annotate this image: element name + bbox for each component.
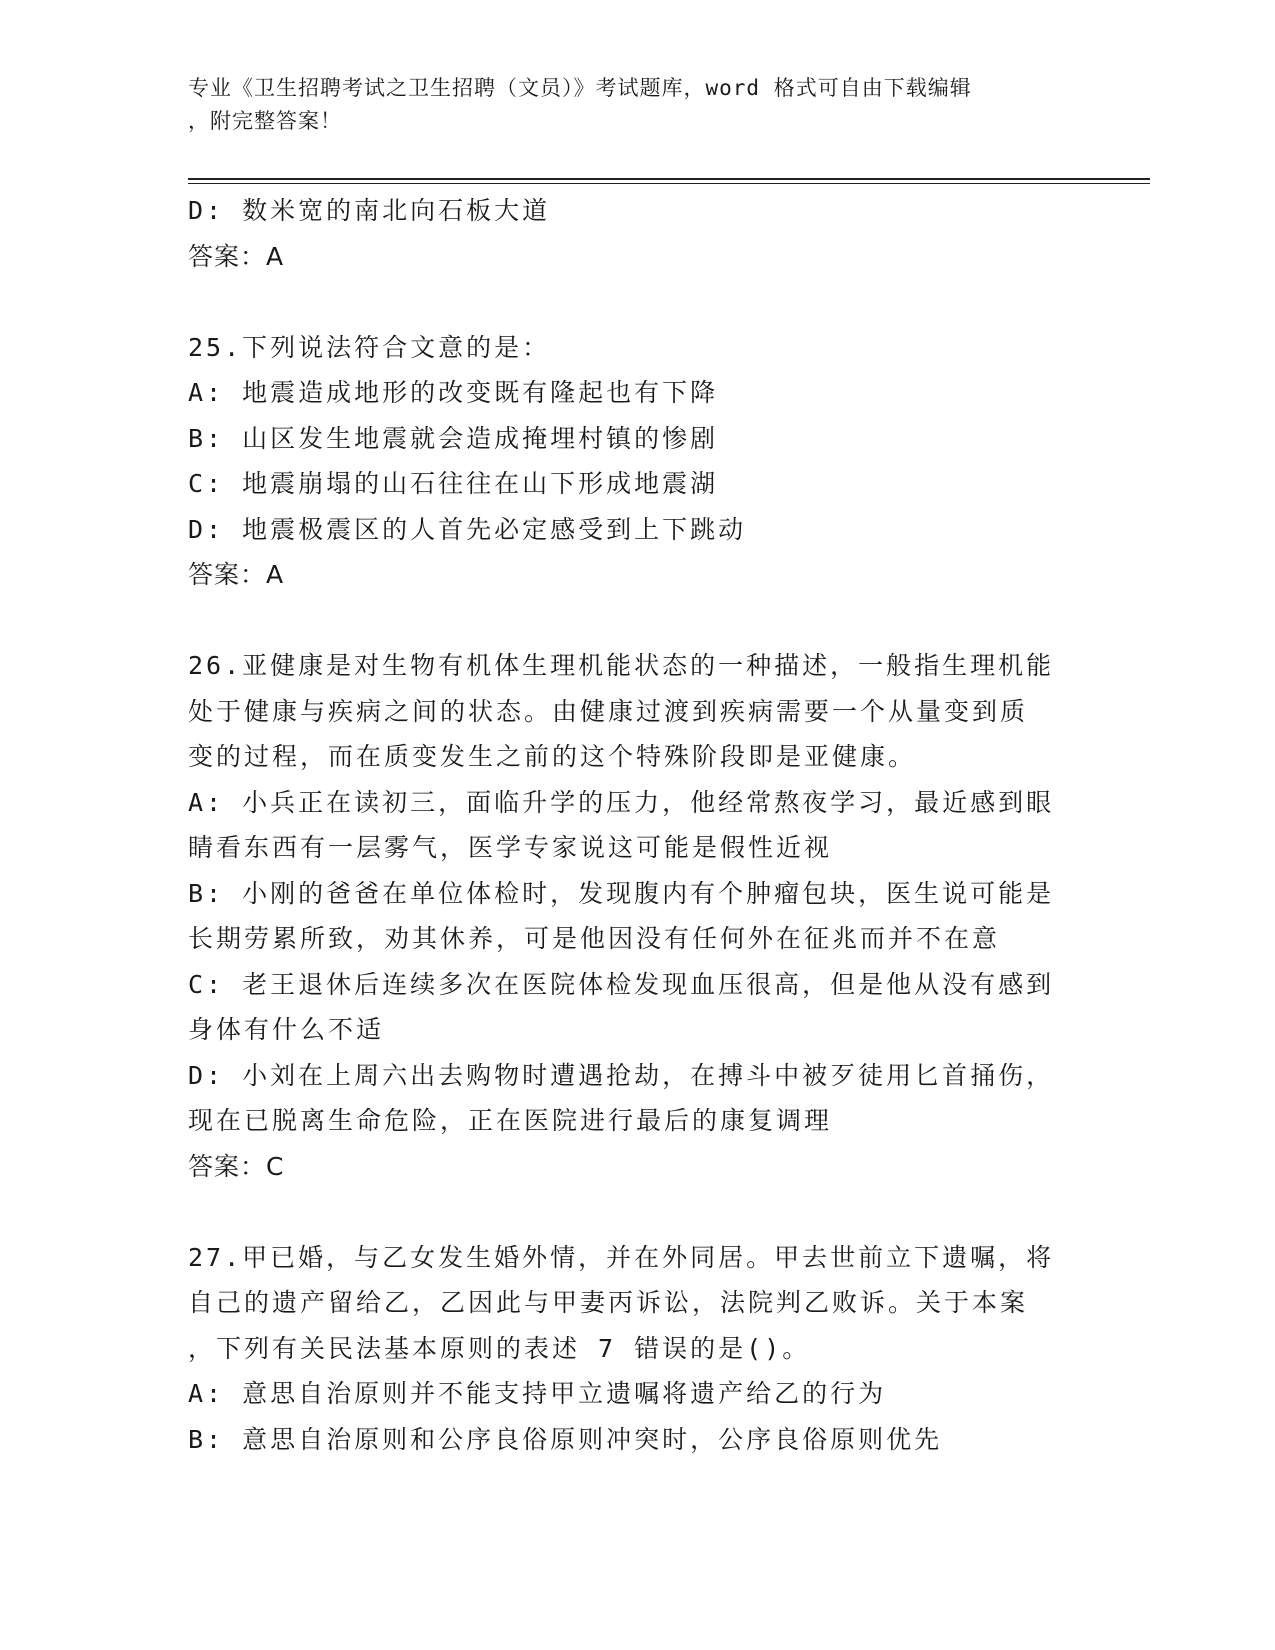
- q26-answer: 答案：C: [188, 1151, 285, 1181]
- q24-option-d: D: 数米宽的南北向石板大道: [188, 196, 551, 225]
- q25-option-a: A: 地震造成地形的改变既有隆起也有下降: [188, 378, 719, 407]
- q26-stem-line: 变的过程，而在质变发生之前的这个特殊阶段即是亚健康。: [188, 742, 917, 771]
- header-line-2: ，附完整答案！: [188, 109, 342, 133]
- header-line-1: 专业《卫生招聘考试之卫生招聘（文员）》考试题库，word 格式可自由下载编辑: [188, 76, 972, 100]
- q26-stem-line: 处于健康与疾病之间的状态。由健康过渡到疾病需要一个从量变到质: [188, 696, 1029, 726]
- question-26: [188, 643, 1088, 1189]
- q26-option-c-cont: 身体有什么不适: [188, 1015, 385, 1044]
- q27-option-a: A: 意思自治原则并不能支持甲立遗嘱将遗产给乙的行为: [188, 1379, 887, 1408]
- q27-stem-line: 27.甲已婚，与乙女发生婚外情，并在外同居。甲去世前立下遗嘱，将: [188, 1242, 1055, 1272]
- q25-option-b: B: 山区发生地震就会造成掩埋村镇的惨剧: [188, 423, 719, 453]
- q24-answer: 答案：A: [188, 241, 285, 271]
- q26-option-a: A: 小兵正在读初三，面临升学的压力，他经常熬夜学习，最近感到眼: [188, 787, 1055, 817]
- document-header: [188, 72, 1088, 138]
- q25-option-d: D: 地震极震区的人首先必定感受到上下跳动: [188, 514, 747, 544]
- header-divider-thick: [188, 178, 1150, 180]
- q27-option-b: B: 意思自治原则和公序良俗原则冲突时，公序良俗原则优先: [188, 1424, 943, 1454]
- q25-stem: 25.下列说法符合文意的是：: [188, 332, 551, 362]
- q26-option-d-cont: 现在已脱离生命危险，正在医院进行最后的康复调理: [188, 1106, 833, 1135]
- q26-option-b: B: 小刚的爸爸在单位体检时，发现腹内有个肿瘤包块，医生说可能是: [188, 878, 1055, 908]
- spacer: [188, 1189, 1088, 1235]
- exam-content: [188, 188, 1088, 1462]
- q25-option-c: C: 地震崩塌的山石往往在山下形成地震湖: [188, 469, 719, 498]
- spacer: [188, 279, 1088, 325]
- header-divider-thin: [188, 183, 1150, 184]
- question-25: [188, 325, 1088, 598]
- q26-option-c: C: 老王退休后连续多次在医院体检发现血压很高，但是他从没有感到: [188, 969, 1055, 999]
- spacer: [188, 598, 1088, 644]
- q26-stem-line: 26.亚健康是对生物有机体生理机能状态的一种描述，一般指生理机能: [188, 651, 1055, 680]
- q26-option-b-cont: 长期劳累所致，劝其休养，可是他因没有任何外在征兆而并不在意: [188, 924, 1001, 953]
- question-24-tail: [188, 188, 1088, 279]
- question-27: [188, 1235, 1088, 1463]
- q27-stem-line: ，下列有关民法基本原则的表述 7 错误的是()。: [188, 1333, 811, 1363]
- q26-option-d: D: 小刘在上周六出去购物时遭遇抢劫，在搏斗中被歹徒用匕首捅伤，: [188, 1060, 1055, 1090]
- q26-option-a-cont: 睛看东西有一层雾气，医学专家说这可能是假性近视: [188, 833, 833, 862]
- q27-stem-line: 自己的遗产留给乙，乙因此与甲妻丙诉讼，法院判乙败诉。关于本案: [188, 1288, 1029, 1317]
- q25-answer: 答案：A: [188, 560, 285, 589]
